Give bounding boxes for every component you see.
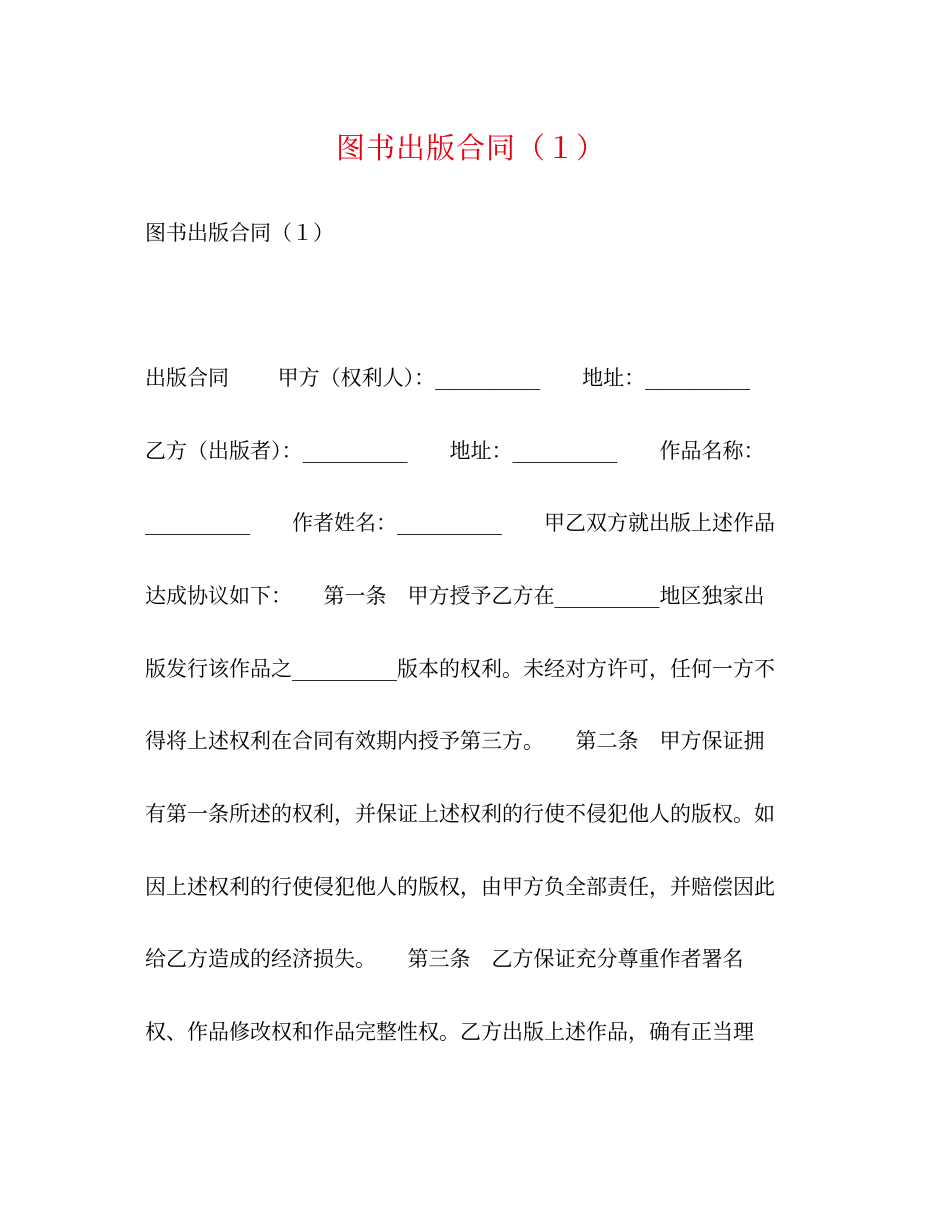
body-line: 因上述权利的行使侵犯他人的版权，由甲方负全部责任，并赔偿因此 [145, 875, 775, 899]
body-line: 给乙方造成的经济损失。 第三条 乙方保证充分尊重作者署名 [145, 947, 744, 971]
body-line: 得将上述权利在合同有效期内授予第三方。 第二条 甲方保证拥 [145, 729, 765, 753]
document-title: 图书出版合同（１） [335, 131, 606, 165]
body-line: 有第一条所述的权利，并保证上述权利的行使不侵犯他人的版权。如 [145, 802, 775, 826]
body-line: 出版合同 甲方（权利人）：__________ 地址：__________ [145, 366, 751, 390]
body-line: __________ 作者姓名：__________ 甲乙双方就出版上述作品 [145, 511, 775, 535]
body-line: 达成协议如下： 第一条 甲方授予乙方在__________地区独家出 [145, 584, 765, 608]
body-line: 版发行该作品之__________版本的权利。未经对方许可，任何一方不 [145, 657, 775, 681]
body-line: 权、作品修改权和作品完整性权。乙方出版上述作品，确有正当理 [145, 1020, 754, 1044]
document-subtitle: 图书出版合同（１） [145, 221, 334, 245]
body-line: 乙方（出版者）：__________ 地址：__________ 作品名称： [145, 439, 765, 463]
